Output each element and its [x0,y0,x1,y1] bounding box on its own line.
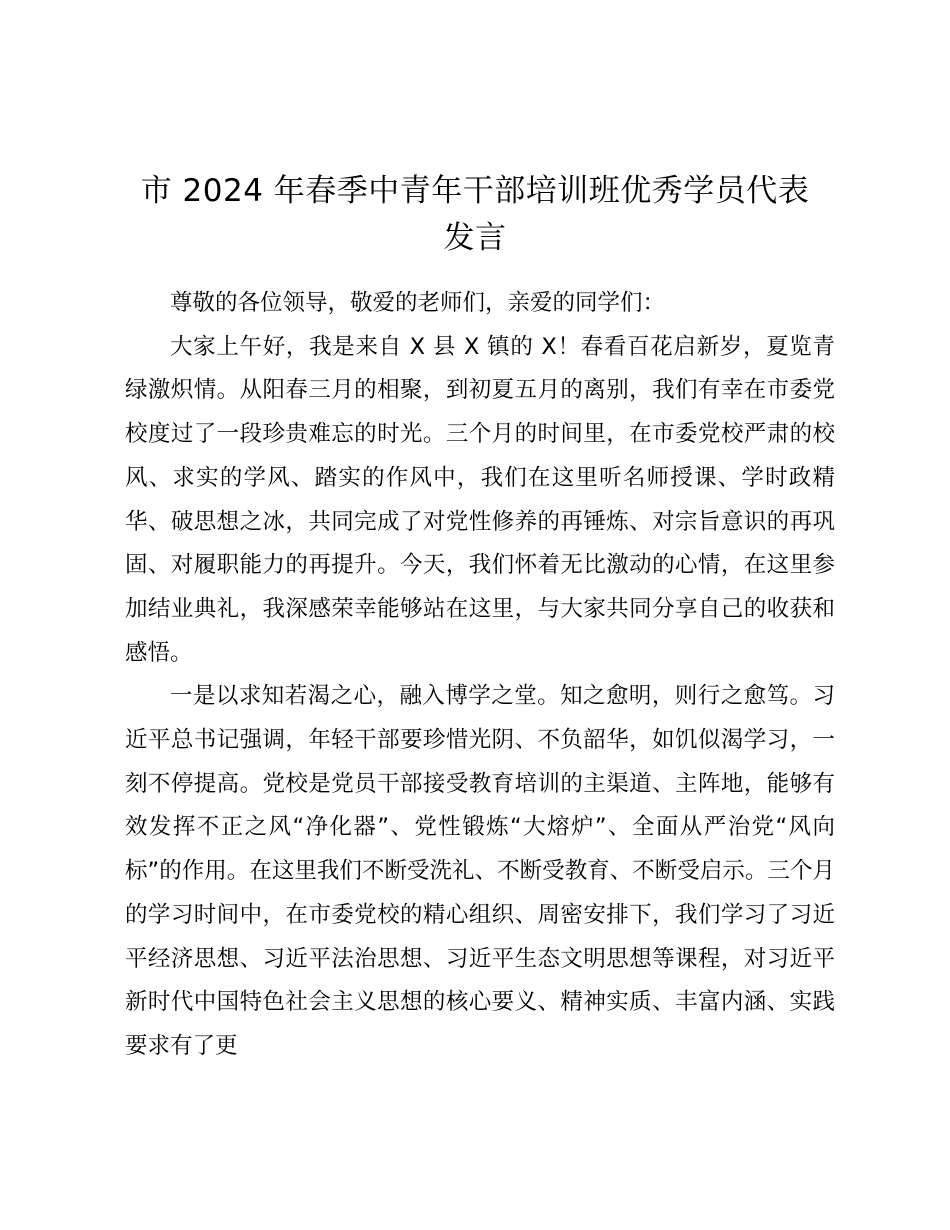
body-paragraph: 大家上午好，我是来自 X 县 X 镇的 X！春看百花启新岁，夏览青绿激炽情。从阳春三月的相聚，到初夏五月的离别，我们有幸在市委党校度过了一段珍贵难忘的时光。三个月的时间里，在市委党校严肃的校风、求实的学风、踏实的作风中，我们在这里听名师授课、学时政精华、破思想之冰，共同完成了对党性修养的再锤炼、对宗旨意识的再巩固、对履职能力的再提升。今天，我们怀着无比激动的心情，在这里参加结业典礼，我深感荣幸能够站在这里，与大家共同分享自己的收获和感悟。 [125,333,835,666]
salutation-paragraph: 尊敬的各位领导，敬爱的老师们，亲爱的同学们： [170,290,666,316]
document-title: 市 2024 年春季中青年干部培训班优秀学员代表发言 [140,173,810,256]
document-body [125,282,835,1069]
body-paragraph: 一是以求知若渴之心，融入博学之堂。知之愈明，则行之愈笃。习近平总书记强调，年轻干部要珍惜光阴、不负韶华，如饥似渴学习，一刻不停提高。党校是党员干部接受教育培训的主渠道、主阵地，能够有效发挥不正之风“净化器”、党性锻炼“大熔炉”、全面从严治党“风向标”的作用。在这里我们不断受洗礼、不断受教育、不断受启示。三个月的学习时间中，在市委党校的精心组织、周密安排下，我们学习了习近平经济思想、习近平法治思想、习近平生态文明思想等课程，对习近平新时代中国特色社会主义思想的核心要义、精神实质、丰富内涵、实践要求有了更 [125,683,835,1059]
